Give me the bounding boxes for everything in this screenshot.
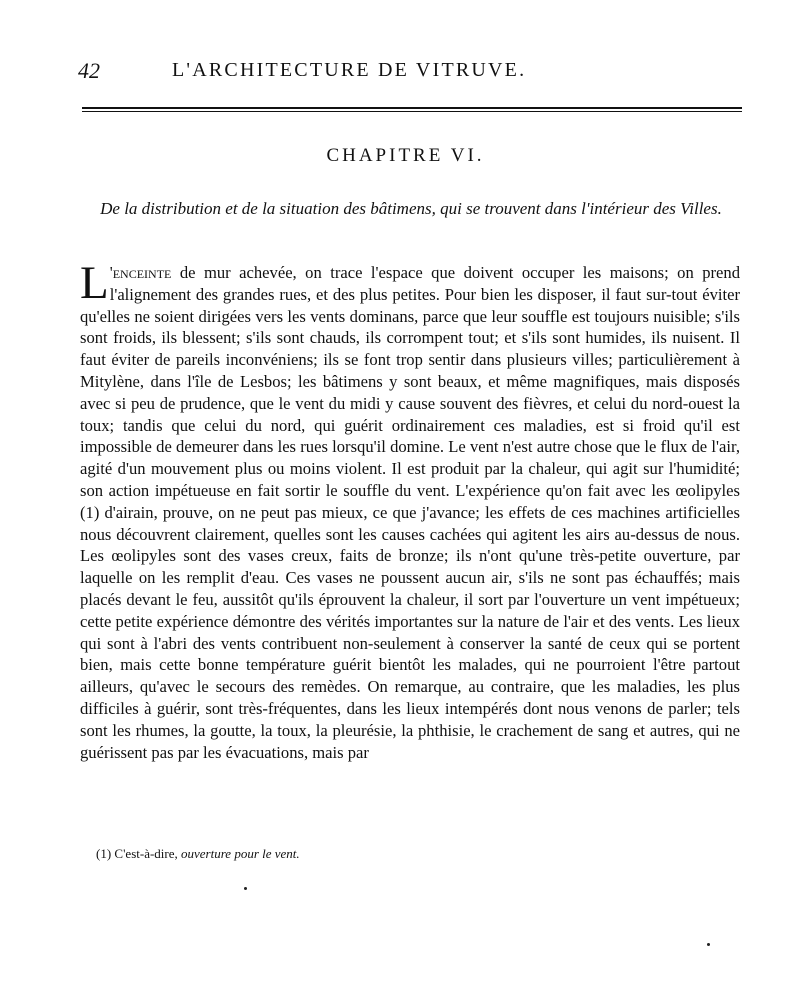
- footnote-italic-text: ouverture pour le vent.: [181, 846, 300, 861]
- drop-cap: L: [80, 257, 109, 309]
- print-speck: [244, 887, 247, 890]
- footnote-marker: (1) C'est-à-dire,: [96, 846, 178, 861]
- paragraph-text: de mur achevée, on trace l'espace que doivent occuper les maisons; on prend l'alignement des grandes rues, et des plus petites. Pour bien les disposer, il faut sur-tout éviter qu'elles ne soient dirigées vers les vents dominans, parce que leur souffle est toujours nuisible; s'ils sont froids, ils blessent; s'ils sont chauds, ils corrompent tout; et s'ils sont humides, ils nuisent. Il faut éviter de pareils inconvéniens; ils se font trop sentir dans plusieurs villes; particulièrement à Mitylène, dans l'île de Lesbos; les bâtimens y sont beaux, et même magnifiques, mais disposés avec si peu de prudence, que le vent du midi y cause souvent des fièvres, et celui du nord-ouest la toux; tandis que celui du nord, qui guérit ordinairement ces maladies, est si froid qu'il est impossible de demeurer dans les rues lorsqu'il domine. Le vent n'est autre chose que le flux de l'air, agité d'un mouvement plus ou moins violent. Il est produit par la chaleur, qui agit sur l'humidité; son action impétueuse en fait sortir le souffle du vent. L'expérience qu'on fait avec les œolipyles (1) d'airain, prouve, on ne peut pas mieux, ce que j'avance; les effets de ces machines artificielles nous découvrent clairement, quelles sont les causes cachées qui agitent les airs au-dessus de nous. Les œolipyles sont des vases creux, faits de bronze; ils n'ont qu'une très-petite ouverture, par laquelle on les remplit d'eau. Ces vases ne poussent aucun air, s'ils ne sont pas échauffés; mais placés devant le feu, aussitôt qu'ils éprouvent la chaleur, il sort par l'ouverture un vent impétueux; cette petite expérience démontre des vérités importantes sur la nature de l'air et des vents. Les lieux qui sont à l'abri des vents contribuent non-seulement à conserver la santé de ceux qui se portent bien, mais cette bonne température guérit bientôt les malades, qui ne pourroient l'être partout ailleurs, qu'avec le secours des remèdes. On remarque, au contraire, que les maladies, les plus difficiles à guérir, sont très-fréquentes, dans les lieux intempérés dont nous venons de parler; tels sont les rhumes, la goutte, la toux, la pleurésie, la phthisie, le crachement de sang et autres, qui ne guérissent pas par les évacuations, mais par: [80, 263, 740, 762]
- running-header: [78, 58, 738, 88]
- chapter-subtitle: De la distribution et de la situation des bâtimens, qui se trouvent dans l'intérieur des Villes.: [100, 199, 722, 218]
- header-rule-thick: [82, 107, 742, 109]
- body-paragraph: [80, 257, 740, 763]
- footnote: [96, 846, 300, 862]
- lead-word: 'enceinte: [109, 263, 172, 282]
- print-speck: [707, 943, 710, 946]
- running-title: L'ARCHITECTURE DE VITRUVE.: [172, 59, 527, 81]
- page-number: 42: [78, 58, 100, 83]
- chapter-title: CHAPITRE VI.: [326, 145, 485, 166]
- header-rule-thin: [82, 111, 742, 112]
